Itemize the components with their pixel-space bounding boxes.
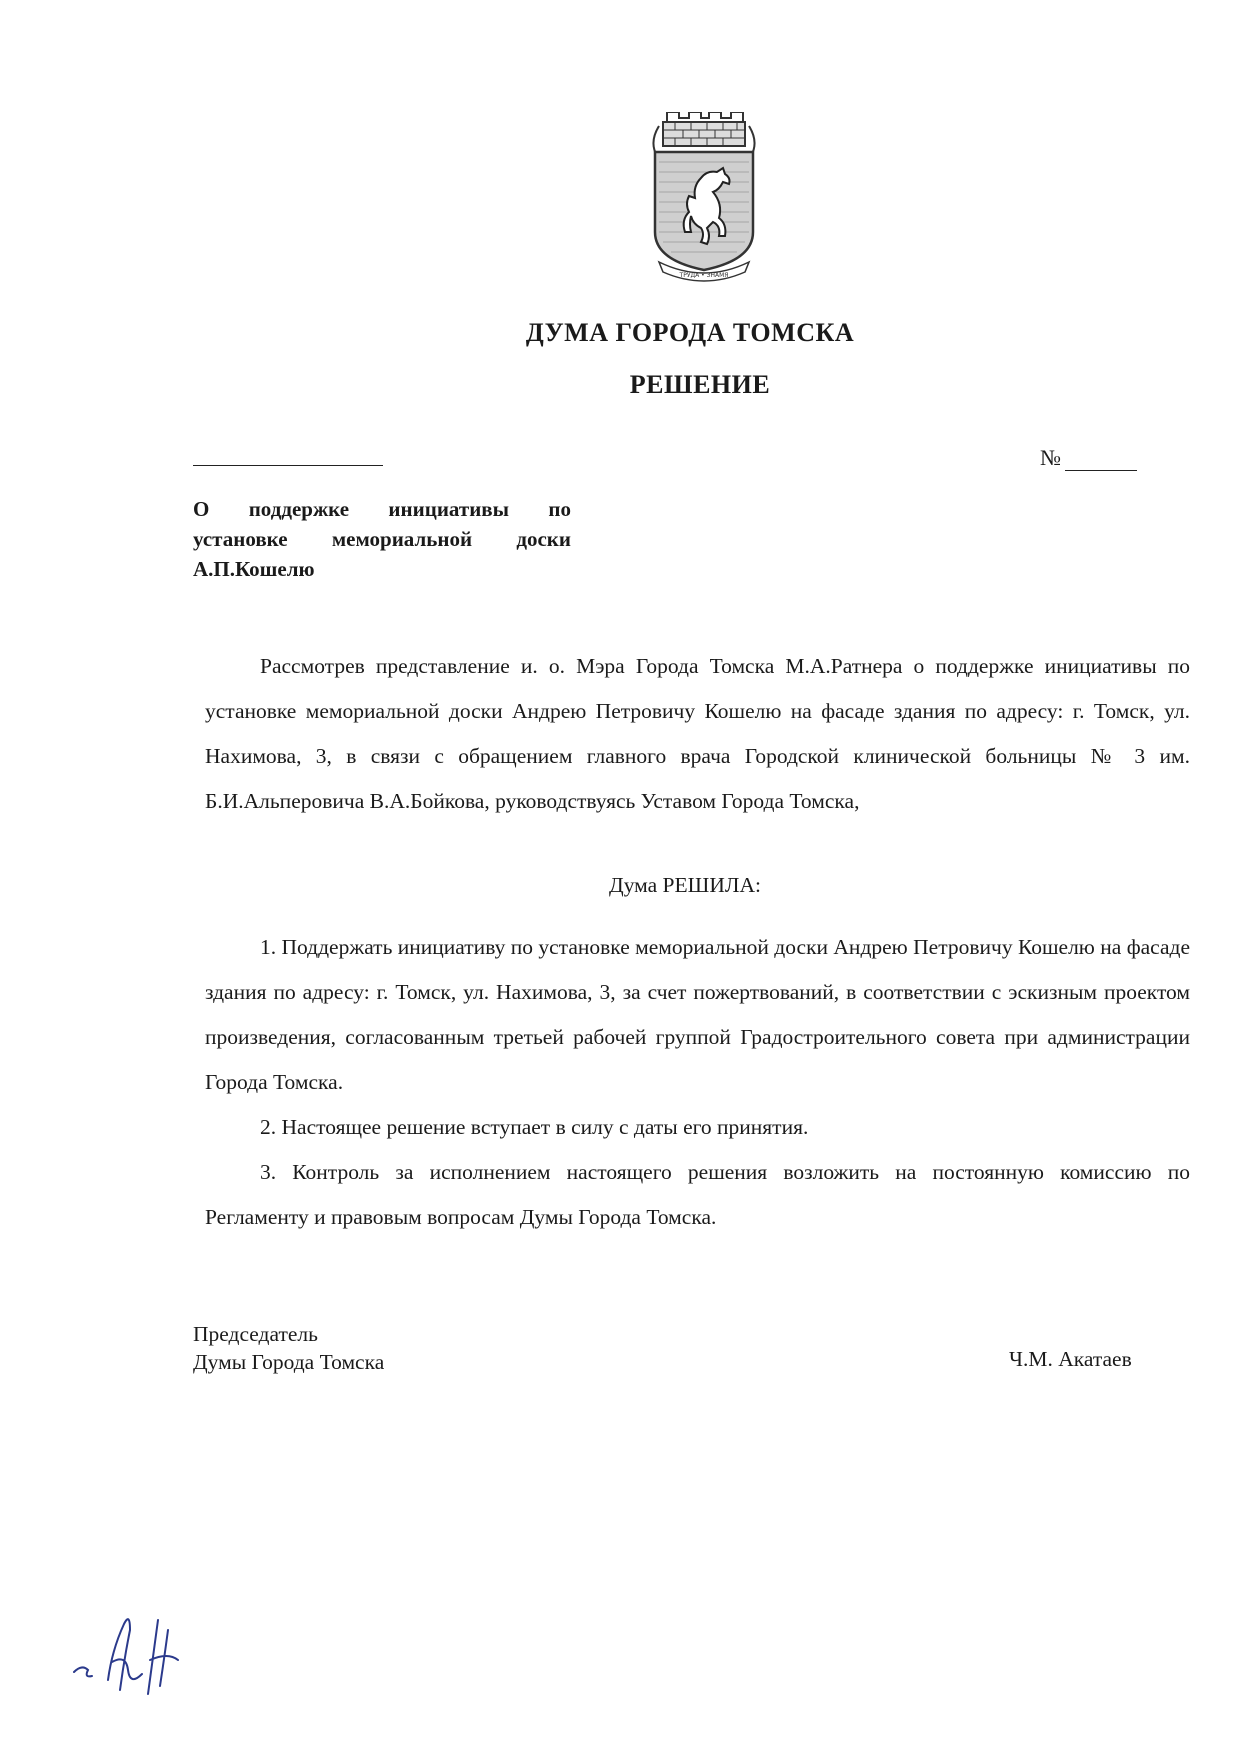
resolution-item: 1. Поддержать инициативу по установке мемориальной доски Андрею Петровичу Кошелю на фасаде здания по адресу: г. Томск, ул. Нахимова, 3, за счет пожертвований, в соответствии с эскизным проектом произведения, согласованным третьей рабочей группой Градостроительного совета при администрации Города Томска. — [205, 935, 1190, 1094]
resolution-items — [205, 925, 1190, 1240]
signatory-position — [193, 1320, 384, 1376]
emblem-motto: ТРУДА • ЗНАМЯ — [679, 272, 729, 279]
date-blank-line — [193, 465, 383, 466]
handwritten-signature-icon — [68, 1590, 228, 1700]
resolution-item: 2. Настоящее решение вступает в силу с даты его принятия. — [260, 1115, 809, 1139]
resolution-item: 3. Контроль за исполнением настоящего решения возложить на постоянную комиссию по Регламенту и правовым вопросам Думы Города Томска. — [205, 1160, 1190, 1229]
number-label: № — [1040, 445, 1061, 470]
subject-line: О поддержке инициативы по — [193, 497, 571, 521]
preamble — [205, 644, 1190, 824]
resolved-heading: Дума РЕШИЛА: — [609, 873, 761, 897]
signatory-position-line: Председатель — [193, 1322, 318, 1346]
signatory-position-line: Думы Города Томска — [193, 1350, 385, 1374]
tomsk-coat-of-arms-icon — [645, 112, 763, 284]
organization-title: ДУМА ГОРОДА ТОМСКА — [525, 318, 855, 347]
signatory-name: Ч.М. Акатаев — [1009, 1347, 1132, 1371]
subject-line: установке мемориальной доски — [193, 527, 571, 551]
preamble-text: Рассмотрев представление и. о. Мэра Города Томска М.А.Ратнера о поддержке инициативы по установке мемориальной доски Андрею Петровичу Кошелю на фасаде здания по адресу: г. Томск, ул. Нахимова, 3, в связи с обращением главного врача Городской клинической больницы № 3 им. Б.И.Альперовича В.А.Бойкова, руководствуясь Уставом Города Томска, — [205, 654, 1190, 813]
number-blank-line — [1065, 450, 1137, 471]
document-subject — [193, 494, 571, 584]
document-type: РЕШЕНИЕ — [629, 370, 771, 399]
document-number — [1040, 445, 1137, 471]
subject-line: А.П.Кошелю — [193, 557, 315, 581]
